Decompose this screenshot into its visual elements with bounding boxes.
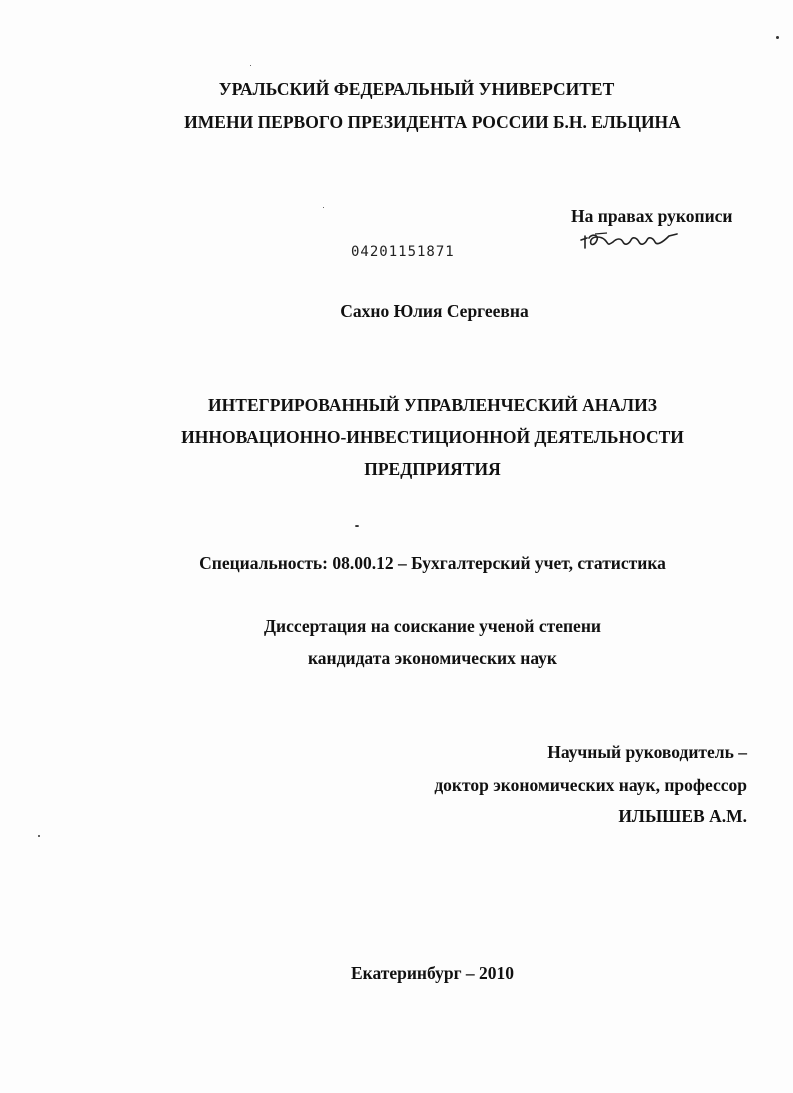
- supervisor-name: ИЛЫШЕВ А.М.: [618, 806, 747, 826]
- dissertation-title-line3: ПРЕДПРИЯТИЯ: [364, 459, 501, 479]
- specialty: Специальность: 08.00.12 – Бухгалтерский учет, статистика: [199, 553, 666, 573]
- scan-speck: [250, 65, 251, 66]
- dissertation-title-line2: ИННОВАЦИОННО-ИНВЕСТИЦИОННОЙ ДЕЯТЕЛЬНОСТИ: [181, 427, 684, 447]
- handwritten-signature: [577, 228, 687, 254]
- degree-statement-line1: Диссертация на соискание ученой степени: [264, 616, 601, 636]
- author-name: Сахно Юлия Сергеевна: [340, 301, 529, 321]
- archive-code: 04201151871: [351, 244, 455, 260]
- rights-note: На правах рукописи: [571, 206, 733, 226]
- scan-speck: [38, 835, 40, 837]
- supervisor-role: Научный руководитель –: [547, 742, 747, 762]
- scan-speck: [776, 36, 779, 39]
- university-name-line1: УРАЛЬСКИЙ ФЕДЕРАЛЬНЫЙ УНИВЕРСИТЕТ: [218, 79, 615, 99]
- dissertation-title-line1: ИНТЕГРИРОВАННЫЙ УПРАВЛЕНЧЕСКИЙ АНАЛИЗ: [208, 395, 657, 415]
- university-name-line2: ИМЕНИ ПЕРВОГО ПРЕЗИДЕНТА РОССИИ Б.Н. ЕЛЬЦИНА: [184, 112, 681, 132]
- supervisor-degree: доктор экономических наук, профессор: [434, 775, 747, 795]
- scan-speck: [323, 207, 324, 208]
- place-and-year: Екатеринбург – 2010: [350, 963, 515, 983]
- scan-speck: [355, 525, 359, 527]
- degree-statement-line2: кандидата экономических наук: [307, 648, 558, 668]
